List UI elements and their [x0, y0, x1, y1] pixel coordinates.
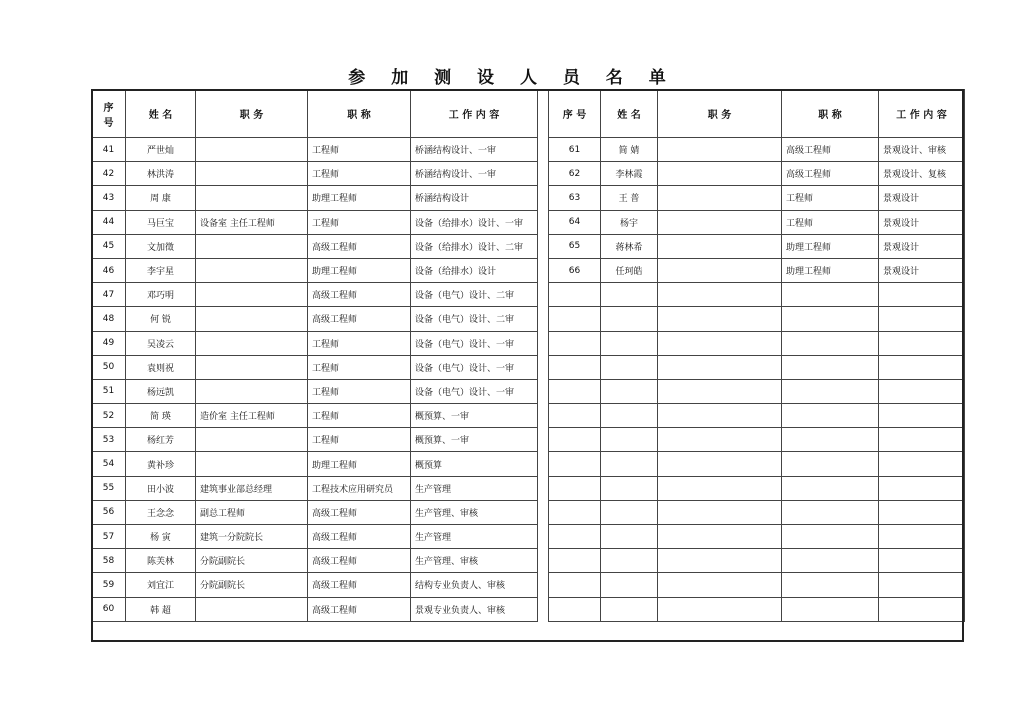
cell-name: 杨宇 — [601, 210, 658, 234]
cell-title: 高级工程师 — [308, 525, 411, 549]
cell-title: 高级工程师 — [308, 234, 411, 258]
header-seq: 序 号 — [549, 90, 601, 138]
cell-no: 49 — [92, 331, 126, 355]
cell-no: 43 — [92, 186, 126, 210]
cell-no: 61 — [549, 138, 601, 162]
cell-title: 助理工程师 — [782, 258, 879, 282]
cell-name: 李宇星 — [126, 258, 196, 282]
cell-name: 任珂皓 — [601, 258, 658, 282]
cell-work: 桥涵结构设计、一审 — [411, 138, 538, 162]
cell-title: 助理工程师 — [308, 452, 411, 476]
cell-no: 44 — [92, 210, 126, 234]
cell-no: 48 — [92, 307, 126, 331]
cell-work: 设备（电气）设计、一审 — [411, 355, 538, 379]
cell-name: 李林霞 — [601, 162, 658, 186]
cell-work: 结构专业负责人、审核 — [411, 573, 538, 597]
cell-name: 田小波 — [126, 476, 196, 500]
cell-title: 高级工程师 — [308, 283, 411, 307]
cell-title: 高级工程师 — [308, 500, 411, 524]
cell-name: 袁则祝 — [126, 355, 196, 379]
cell-no: 59 — [92, 573, 126, 597]
cell-name: 林洪涛 — [126, 162, 196, 186]
cell-no: 60 — [92, 597, 126, 621]
cell-title: 工程师 — [308, 355, 411, 379]
cell-title: 工程技术应用研究员 — [308, 476, 411, 500]
header-work: 工 作 内 容 — [411, 90, 538, 138]
cell-no: 63 — [549, 186, 601, 210]
cell-no: 45 — [92, 234, 126, 258]
cell-title: 高级工程师 — [782, 138, 879, 162]
cell-name: 杨红芳 — [126, 428, 196, 452]
cell-no: 65 — [549, 234, 601, 258]
cell-no: 50 — [92, 355, 126, 379]
cell-work: 概预算、一审 — [411, 428, 538, 452]
cell-title: 助理工程师 — [308, 186, 411, 210]
cell-position: 副总工程师 — [196, 500, 308, 524]
header-title: 职 称 — [782, 90, 879, 138]
cell-work: 生产管理 — [411, 525, 538, 549]
cell-no: 55 — [92, 476, 126, 500]
cell-work: 设备（电气）设计、二审 — [411, 307, 538, 331]
cell-work: 生产管理 — [411, 476, 538, 500]
cell-work: 设备（给排水）设计、二审 — [411, 234, 538, 258]
cell-work: 设备（给排水）设计、一审 — [411, 210, 538, 234]
cell-name: 杨远凯 — [126, 379, 196, 403]
cell-title: 工程师 — [308, 428, 411, 452]
cell-work: 生产管理、审核 — [411, 549, 538, 573]
cell-title: 高级工程师 — [308, 573, 411, 597]
cell-name: 马巨宝 — [126, 210, 196, 234]
cell-name: 邓巧明 — [126, 283, 196, 307]
cell-work: 景观设计、审核 — [879, 138, 965, 162]
cell-name: 周 康 — [126, 186, 196, 210]
cell-name: 韩 超 — [126, 597, 196, 621]
cell-name: 何 锐 — [126, 307, 196, 331]
cell-no: 41 — [92, 138, 126, 162]
cell-title: 高级工程师 — [308, 549, 411, 573]
cell-name: 吴凌云 — [126, 331, 196, 355]
cell-name: 严世灿 — [126, 138, 196, 162]
cell-title: 工程师 — [308, 404, 411, 428]
cell-name: 刘宜江 — [126, 573, 196, 597]
cell-no: 46 — [92, 258, 126, 282]
cell-position: 分院副院长 — [196, 549, 308, 573]
cell-work: 景观专业负责人、审核 — [411, 597, 538, 621]
page-title: 参 加 测 设 人 员 名 单 — [348, 68, 676, 88]
header-name: 姓 名 — [601, 90, 658, 138]
cell-work: 桥涵结构设计、一审 — [411, 162, 538, 186]
header-position: 职 务 — [658, 90, 782, 138]
cell-name: 文加徵 — [126, 234, 196, 258]
cell-name: 蒋林希 — [601, 234, 658, 258]
cell-title: 工程师 — [308, 331, 411, 355]
cell-work: 设备（给排水）设计 — [411, 258, 538, 282]
cell-no: 57 — [92, 525, 126, 549]
header-name: 姓 名 — [126, 90, 196, 138]
cell-work: 设备（电气）设计、二审 — [411, 283, 538, 307]
cell-no: 51 — [92, 379, 126, 403]
header-seq: 序 号 — [92, 90, 126, 138]
cell-no: 42 — [92, 162, 126, 186]
cell-name: 杨 寅 — [126, 525, 196, 549]
cell-no: 47 — [92, 283, 126, 307]
cell-work: 设备（电气）设计、一审 — [411, 331, 538, 355]
cell-name: 黄补珍 — [126, 452, 196, 476]
cell-title: 工程师 — [782, 186, 879, 210]
cell-no: 54 — [92, 452, 126, 476]
cell-title: 助理工程师 — [308, 258, 411, 282]
cell-title: 工程师 — [308, 210, 411, 234]
cell-position: 设备室 主任工程师 — [196, 210, 308, 234]
cell-work: 景观设计 — [879, 234, 965, 258]
cell-title: 工程师 — [308, 379, 411, 403]
cell-work: 概预算 — [411, 452, 538, 476]
cell-work: 桥涵结构设计 — [411, 186, 538, 210]
cell-no: 53 — [92, 428, 126, 452]
cell-name: 简 婧 — [601, 138, 658, 162]
cell-work: 景观设计 — [879, 186, 965, 210]
cell-no: 56 — [92, 500, 126, 524]
cell-title: 高级工程师 — [308, 307, 411, 331]
cell-position: 建筑一分院院长 — [196, 525, 308, 549]
cell-no: 66 — [549, 258, 601, 282]
cell-title: 助理工程师 — [782, 234, 879, 258]
cell-title: 高级工程师 — [308, 597, 411, 621]
cell-work: 景观设计 — [879, 210, 965, 234]
cell-work: 设备（电气）设计、一审 — [411, 379, 538, 403]
header-title: 职 称 — [308, 90, 411, 138]
cell-title: 工程师 — [308, 162, 411, 186]
cell-name: 王 普 — [601, 186, 658, 210]
header-position: 职 务 — [196, 90, 308, 138]
cell-name: 简 瑛 — [126, 404, 196, 428]
header-work: 工 作 内 容 — [879, 90, 965, 138]
cell-no: 64 — [549, 210, 601, 234]
cell-title: 工程师 — [308, 138, 411, 162]
cell-position: 分院副院长 — [196, 573, 308, 597]
cell-position: 建筑事业部总经理 — [196, 476, 308, 500]
cell-title: 工程师 — [782, 210, 879, 234]
cell-no: 58 — [92, 549, 126, 573]
cell-name: 王念念 — [126, 500, 196, 524]
cell-work: 生产管理、审核 — [411, 500, 538, 524]
cell-name: 陈芙林 — [126, 549, 196, 573]
cell-position: 造价室 主任工程师 — [196, 404, 308, 428]
cell-title: 高级工程师 — [782, 162, 879, 186]
page-frame — [91, 89, 964, 642]
cell-no: 52 — [92, 404, 126, 428]
cell-work: 景观设计 — [879, 258, 965, 282]
cell-work: 景观设计、复核 — [879, 162, 965, 186]
cell-no: 62 — [549, 162, 601, 186]
cell-work: 概预算、一审 — [411, 404, 538, 428]
